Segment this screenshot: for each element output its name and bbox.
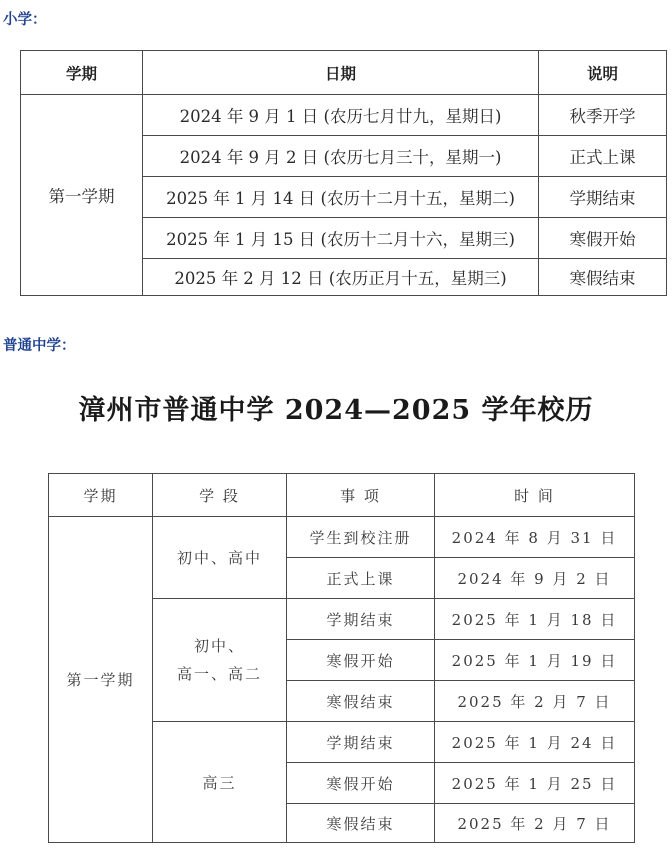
table-row	[49, 517, 635, 558]
item-cell: 寒假结束	[287, 681, 435, 722]
crop-edge	[0, 846, 672, 856]
term-cell: 第一学期	[21, 95, 143, 296]
stage-cell: 初中、高中	[153, 517, 287, 599]
table-header-row	[21, 51, 667, 95]
header-time: 时 间	[435, 474, 635, 517]
table-header-row	[49, 474, 635, 517]
stage-line: 高一、高二	[176, 665, 262, 683]
item-cell: 寒假开始	[287, 640, 435, 681]
header-note: 说明	[539, 51, 667, 95]
table-row	[21, 95, 667, 136]
header-date: 日期	[143, 51, 539, 95]
stage-cell: 高三	[153, 722, 287, 843]
date-cell: 2024 年 9 月 2 日 (农历七月三十，星期一)	[143, 136, 539, 177]
item-cell: 正式上课	[287, 558, 435, 599]
date-cell: 2025 年 2 月 12 日 (农历正月十五，星期三)	[143, 259, 539, 296]
calendar-title: 漳州市普通中学 2024—2025 学年校历	[78, 395, 594, 426]
time-cell: 2025 年 1 月 25 日	[435, 763, 635, 804]
date-cell: 2025 年 1 月 14 日 (农历十二月十五，星期二)	[143, 177, 539, 218]
header-term: 学期	[49, 474, 153, 517]
section-label-primary: 小学：	[3, 12, 47, 28]
time-cell: 2025 年 2 月 7 日	[435, 681, 635, 722]
time-cell: 2024 年 8 月 31 日	[435, 517, 635, 558]
crop-edge	[0, 298, 672, 328]
term-cell: 第一学期	[49, 517, 153, 843]
time-cell: 2025 年 1 月 18 日	[435, 599, 635, 640]
date-cell: 2025 年 1 月 15 日 (农历十二月十六，星期三)	[143, 218, 539, 259]
note-cell: 寒假开始	[539, 218, 667, 259]
section-label-middle-school: 普通中学：	[3, 338, 76, 354]
note-cell: 秋季开学	[539, 95, 667, 136]
item-cell: 寒假结束	[287, 804, 435, 843]
middle-school-calendar-table	[48, 473, 635, 843]
stage-line: 初中、	[193, 637, 245, 655]
date-cell: 2024 年 9 月 1 日 (农历七月廿九，星期日)	[143, 95, 539, 136]
note-cell: 正式上课	[539, 136, 667, 177]
header-term: 学期	[21, 51, 143, 95]
header-item: 事 项	[287, 474, 435, 517]
item-cell: 学期结束	[287, 599, 435, 640]
time-cell: 2024 年 9 月 2 日	[435, 558, 635, 599]
time-cell: 2025 年 1 月 19 日	[435, 640, 635, 681]
time-cell: 2025 年 1 月 24 日	[435, 722, 635, 763]
time-cell: 2025 年 2 月 7 日	[435, 804, 635, 843]
note-cell: 学期结束	[539, 177, 667, 218]
note-cell: 寒假结束	[539, 259, 667, 296]
primary-school-calendar-table	[20, 50, 667, 296]
stage-cell	[153, 599, 287, 722]
item-cell: 学生到校注册	[287, 517, 435, 558]
item-cell: 学期结束	[287, 722, 435, 763]
header-stage: 学 段	[153, 474, 287, 517]
item-cell: 寒假开始	[287, 763, 435, 804]
